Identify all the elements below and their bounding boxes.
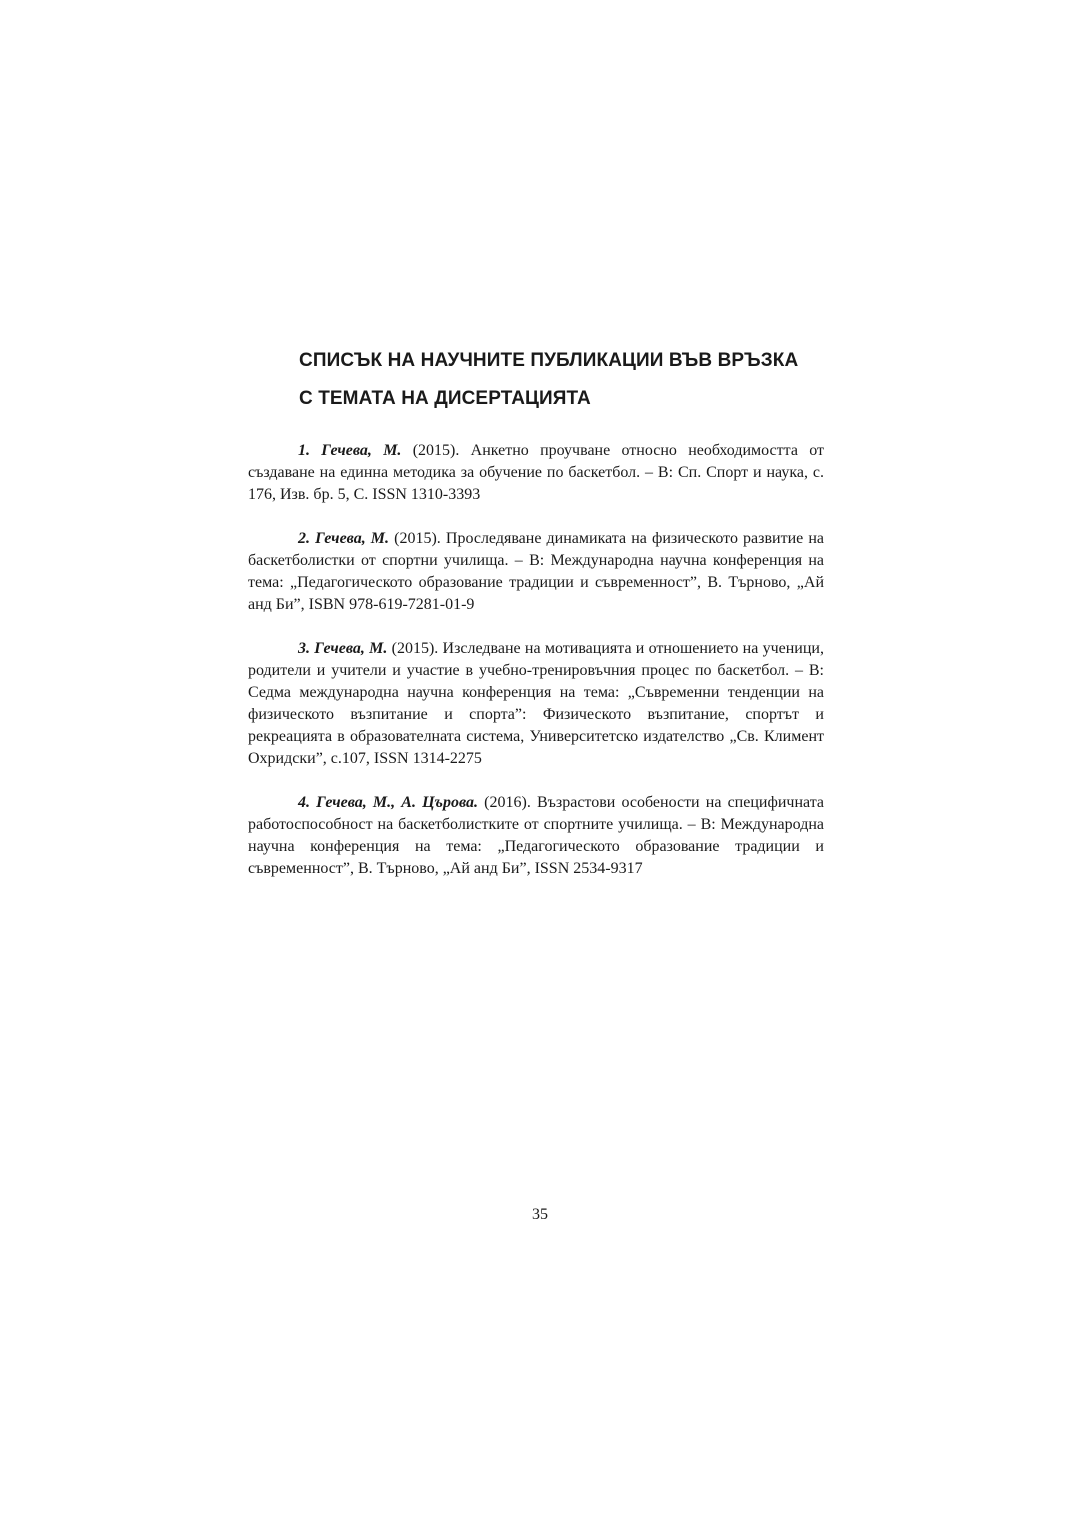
publication-details: (2015). Анкетно проучване относно необходимостта от създаване на единна методика за обучение по баскетбол. – В: Сп. Спорт и наука, с. 176, Изв. бр. 5, С. ISSN 1310-3393 — [248, 442, 824, 503]
publication-author: 4. Гечева, М., А. Църова. — [298, 794, 479, 811]
publication-author: 3. Гечева, М. — [298, 640, 388, 657]
publication-entry-1 — [248, 440, 824, 506]
publication-details: (2015). Проследяване динамиката на физическото развитие на баскетболистки от спортни училища. – В: Международна научна конференция на тема: „Педагогическото образование традиции и съвременност”, В. Търново, „Ай анд Би”, ISBN 978-619-7281-01-9 — [248, 530, 825, 613]
section-heading — [299, 342, 859, 418]
section-heading-line-1: СПИСЪК НА НАУЧНИТЕ ПУБЛИКАЦИИ ВЪВ ВРЪЗКА — [299, 350, 799, 371]
publication-entry-2 — [248, 528, 824, 616]
publication-entry-3 — [248, 638, 824, 770]
publication-list — [248, 440, 824, 880]
publication-entry-4 — [248, 792, 824, 880]
publication-details: (2015). Изследване на мотивацията и отношението на ученици, родители и учители и участие в учебно-тренировъчния процес по баскетбол. – В: Седма международна научна конференция на тема: „Съвременни тенденции на физическото възпитание и спорта”: Физическото възпитание, спортът и рекреацията в образователната система, Университетско издателство „Св. Климент Охридски”, с.107, ISSN 1314-2275 — [248, 640, 824, 767]
publication-author: 1. Гечева, М. — [298, 442, 402, 459]
publication-author: 2. Гечева, М. — [298, 530, 390, 547]
publication-details: (2016). Възрастови особености на специфичната работоспособност на баскетболистките от спортните училища. – В: Международна научна конференция на тема: „Педагогическото образование традиции и съвременност”, В. Търново, „Ай анд Би”, ISSN 2534-9317 — [248, 794, 824, 877]
section-heading-line-2: С ТЕМАТА НА ДИСЕРТАЦИЯТА — [299, 388, 591, 409]
page-number: 35 — [532, 1206, 548, 1223]
